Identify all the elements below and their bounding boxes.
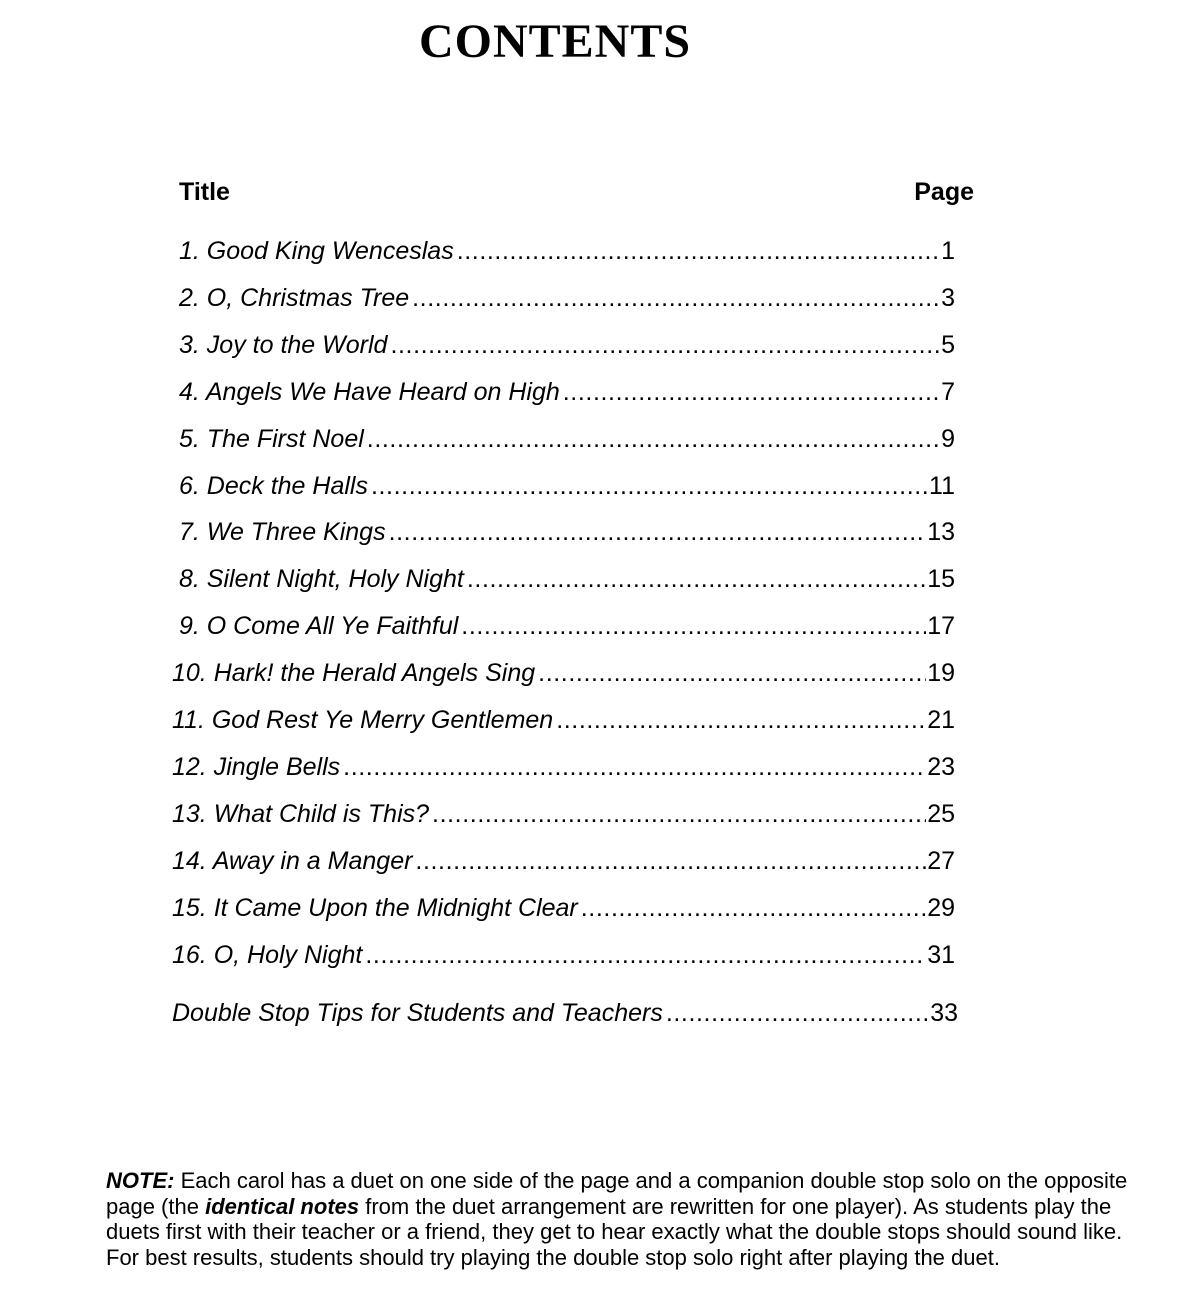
dot-leader — [461, 611, 926, 641]
toc-entry[interactable] — [179, 330, 955, 360]
dot-leader — [365, 940, 926, 970]
toc-entry-page: 27 — [927, 846, 955, 875]
toc-entry-title: 11. God Rest Ye Merry Gentlemen — [172, 706, 554, 734]
toc-entry-page: 23 — [927, 752, 955, 781]
note-paragraph — [106, 1168, 1156, 1270]
toc-entry-title: 4. Angels We Have Heard on High — [179, 377, 560, 406]
toc-entry[interactable] — [172, 893, 955, 923]
toc-entry-page: 29 — [927, 893, 955, 922]
dot-leader — [538, 658, 926, 688]
toc-entry[interactable] — [179, 236, 955, 266]
toc-entry[interactable] — [172, 846, 955, 876]
toc-entry[interactable] — [179, 471, 955, 501]
toc-entry-page: 15 — [927, 565, 955, 594]
toc-entry[interactable] — [179, 611, 955, 641]
toc-entry-page: 31 — [927, 940, 955, 969]
toc-entry[interactable] — [172, 752, 955, 782]
dot-leader — [412, 283, 940, 313]
dot-leader — [467, 564, 926, 594]
toc-entry-title: 15. It Came Upon the Midnight Clear — [172, 893, 578, 922]
toc-entry-title: 3. Joy to the World — [179, 330, 388, 359]
page-title: CONTENTS — [418, 15, 692, 68]
dot-leader — [666, 998, 929, 1028]
toc-entry-page: 5 — [941, 330, 955, 359]
note-emphasis: identical notes — [205, 1193, 360, 1219]
toc-entry-title: 16. O, Holy Night — [172, 940, 363, 969]
toc-entry-title: 6. Deck the Halls — [179, 471, 368, 500]
toc-entry-page: 13 — [927, 518, 955, 547]
note-text-before: Each carol has a duet on one side of the page and a companion double stop solo on the opposite page (the — [106, 1168, 1128, 1219]
toc-entry[interactable] — [179, 564, 955, 594]
dot-leader — [367, 424, 940, 454]
title-column-header: Title — [179, 178, 230, 206]
toc-entry-page: 7 — [941, 377, 955, 406]
toc-entry[interactable] — [172, 658, 955, 688]
toc-entry[interactable] — [179, 424, 955, 454]
note-label: NOTE: — [106, 1168, 175, 1193]
toc-entry-title: 7. We Three Kings — [179, 518, 386, 547]
toc-entry-page: 3 — [941, 283, 955, 312]
toc-entry-page: 25 — [927, 799, 955, 828]
toc-entry-title: 10. Hark! the Herald Angels Sing — [172, 659, 536, 688]
dot-leader — [389, 517, 927, 547]
dot-leader — [581, 893, 926, 923]
dot-leader — [415, 846, 926, 876]
toc-entry[interactable] — [179, 283, 955, 313]
toc-entry[interactable] — [172, 705, 955, 735]
toc-entry[interactable] — [172, 940, 955, 970]
toc-entry-title: 13. What Child is This? — [172, 799, 430, 828]
dot-leader — [432, 799, 926, 829]
toc-entry-title: Double Stop Tips for Students and Teachers — [172, 999, 663, 1027]
toc-entry-page: 11 — [929, 471, 955, 500]
note-text-after: from the duet arrangement are rewritten for one player). As students play the duets first with their teacher or a friend, they get to hear exactly what the double stops should sound like. For best results, students should try playing the double stop solo right after playing the duet. — [106, 1193, 1123, 1270]
toc-entry-page: 17 — [927, 612, 955, 641]
dot-leader — [556, 705, 926, 735]
toc-entry-title: 8. Silent Night, Holy Night — [179, 565, 464, 594]
toc-entry[interactable] — [179, 377, 955, 407]
dot-leader — [371, 471, 928, 501]
toc-appendix-entry[interactable] — [172, 998, 958, 1028]
toc-entry[interactable] — [172, 799, 955, 829]
toc-entry-page: 33 — [930, 999, 958, 1027]
toc-entry-title: 14. Away in a Manger — [172, 846, 413, 875]
toc-entry[interactable] — [179, 517, 955, 547]
dot-leader — [390, 330, 940, 360]
dot-leader — [457, 236, 940, 266]
toc-entry-title: 1. Good King Wenceslas — [179, 237, 454, 265]
toc-entry-page: 1 — [941, 237, 955, 265]
dot-leader — [343, 752, 926, 782]
toc-entry-page: 9 — [941, 424, 955, 453]
toc-entry-title: 5. The First Noel — [179, 424, 364, 453]
toc-entry-page: 19 — [927, 659, 955, 688]
toc-entry-title: 2. O, Christmas Tree — [179, 283, 410, 312]
toc-entry-page: 21 — [927, 706, 955, 734]
page-column-header: Page — [914, 178, 974, 206]
toc-entry-title: 9. O Come All Ye Faithful — [179, 612, 459, 641]
dot-leader — [563, 377, 940, 407]
toc-entry-title: 12. Jingle Bells — [172, 752, 341, 781]
